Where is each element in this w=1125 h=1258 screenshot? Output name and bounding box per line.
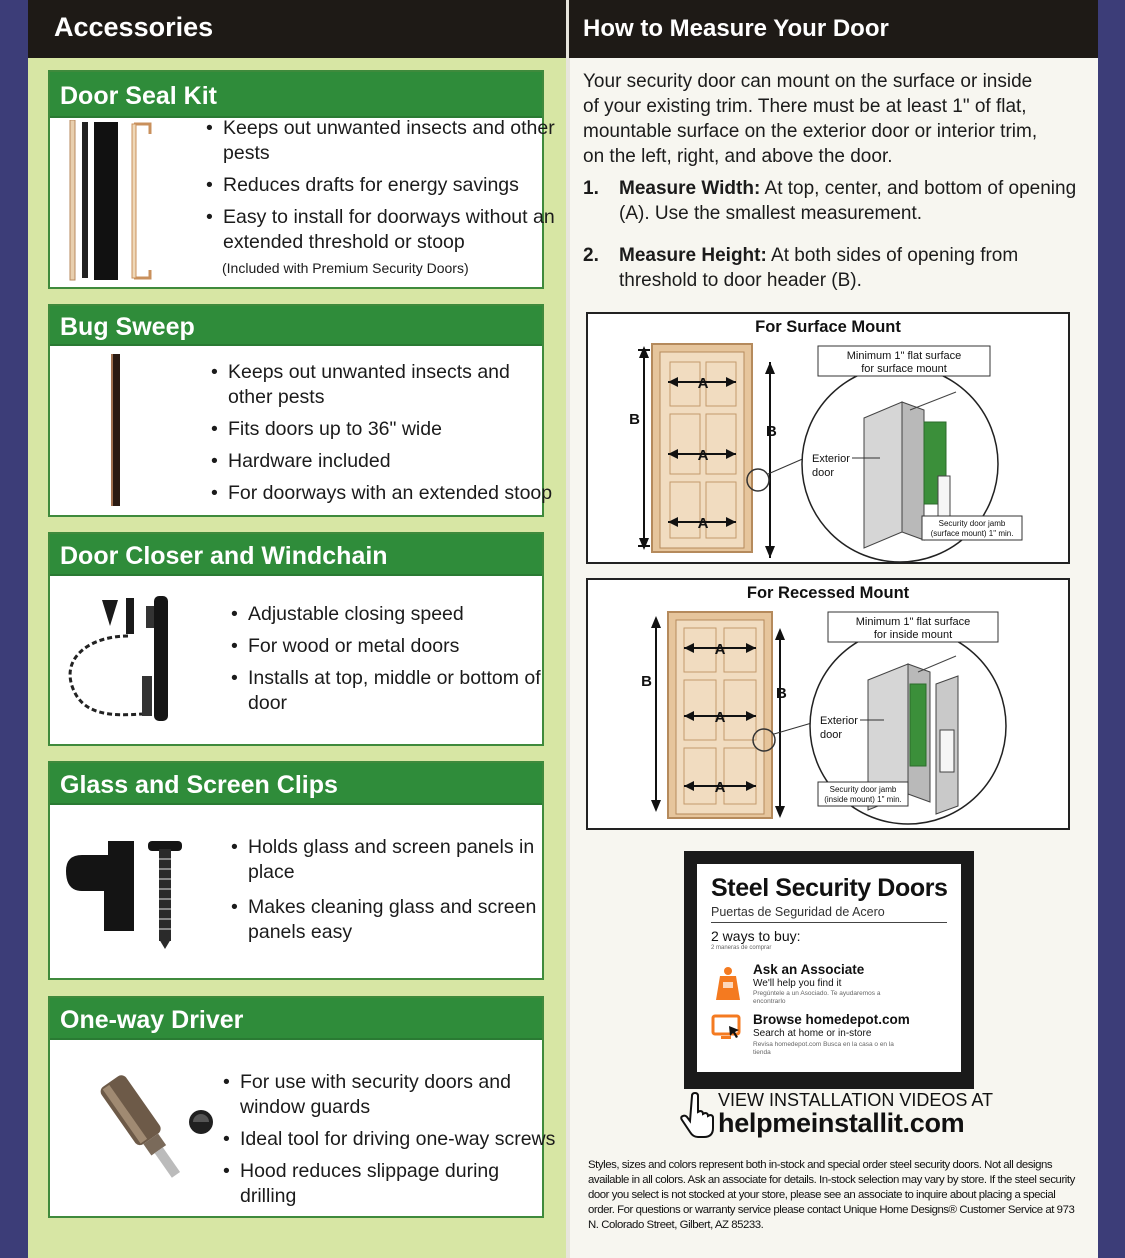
door-seal-kit-card	[48, 70, 555, 289]
card-title: Glass and Screen Clips	[50, 763, 542, 805]
callout-text: Minimum 1" flat surface	[846, 350, 962, 362]
surface-mount-diagram	[586, 312, 1070, 564]
jamb-label: (inside mount) 1" min.	[824, 795, 902, 804]
feature-item: • For use with security doors and window guards	[240, 1070, 558, 1120]
steel-security-doors-sign	[684, 851, 974, 1089]
door-closer-illustration	[62, 596, 192, 726]
step-label: Measure Width:	[619, 178, 761, 199]
glass-screen-clips-card	[48, 761, 544, 980]
height-label: B	[776, 685, 787, 702]
callout-text: for surface mount	[861, 363, 947, 375]
width-label: A	[697, 375, 709, 392]
install-site-link[interactable]: helpmeinstallit.com	[718, 1108, 965, 1138]
ask-associate-sub: We'll help you find it	[753, 978, 842, 989]
card-title: Bug Sweep	[50, 306, 542, 346]
feature-item: • Fits doors up to 36" wide	[228, 417, 558, 442]
height-label: B	[766, 423, 777, 440]
exterior-label: Exterior	[812, 453, 850, 465]
jamb-label: Security door jamb	[938, 519, 1006, 528]
glass-clips-illustration	[64, 839, 204, 949]
included-note: (Included with Premium Security Doors)	[222, 260, 469, 276]
measure-header: How to Measure Your Door	[569, 0, 1098, 58]
one-way-driver-features	[222, 1070, 558, 1216]
divider	[711, 922, 947, 923]
browse-site-sub: Search at home or in-store	[753, 1028, 872, 1039]
feature-item: • Holds glass and screen panels in place	[248, 835, 558, 885]
recessed-mount-drawing	[588, 580, 1068, 828]
height-label: B	[641, 673, 652, 690]
fine-print: Styles, sizes and colors represent both in-stock and special order steel security doors. Not all designs available in all colors. Ask an associate for details. In-stock selection may vary by store. If the steel security door you select is not stocked at your store, please see an associate to inquire about placing a special order. For questions or warranty service please contact Unique Home Designs® Customer Service at 973 N. Colorado Street, Gilbert, AZ 85233.	[588, 1159, 1075, 1231]
height-label: B	[629, 411, 640, 428]
feature-item: • For doorways with an extended stoop	[228, 481, 558, 506]
feature-item: • Hardware included	[228, 449, 558, 474]
card-title: Door Seal Kit	[50, 72, 542, 118]
width-label: A	[714, 641, 726, 658]
door-closer-card	[48, 532, 544, 746]
surface-mount-drawing	[588, 314, 1068, 562]
bug-sweep-features	[210, 360, 558, 513]
door-seal-kit-features	[205, 116, 558, 255]
bug-sweep-illustration	[104, 354, 134, 509]
step-number: 1.	[583, 178, 599, 199]
associate-apron-icon	[713, 966, 743, 1002]
page-fold	[566, 0, 570, 1258]
step-text-block	[619, 243, 1079, 293]
brochure-page	[28, 0, 1098, 1258]
jamb-label: (surface mount) 1" min.	[930, 529, 1014, 538]
sign-title: Steel Security Doors	[711, 874, 948, 902]
door-seal-kit-illustration	[64, 120, 154, 282]
jamb-label: Security door jamb	[829, 785, 897, 794]
sign-panel	[697, 864, 961, 1072]
card-title: Door Closer and Windchain	[50, 534, 542, 576]
feature-item: • Adjustable closing speed	[248, 602, 558, 627]
feature-item: • Reduces drafts for energy savings	[223, 173, 558, 198]
diagram-title: For Recessed Mount	[746, 584, 910, 602]
exterior-label: door	[812, 467, 835, 479]
step-text: At top, center, and bottom of opening (A). Use the smallest measurement.	[619, 178, 1077, 224]
ways-to-buy-es: 2 maneras de comprar	[711, 945, 772, 951]
measure-step-1	[583, 176, 1083, 228]
feature-item: • Keeps out unwanted insects and other pests	[223, 116, 558, 166]
width-label: A	[714, 779, 726, 796]
width-label: A	[714, 709, 726, 726]
exterior-label: door	[820, 729, 843, 741]
card-title: One-way Driver	[50, 998, 542, 1040]
width-label: A	[697, 447, 709, 464]
browse-site-es: Revisa homedepot.com Busca en la casa o en la tienda	[753, 1041, 894, 1056]
feature-item: • Hood reduces slippage during drilling	[240, 1159, 558, 1209]
step-label: Measure Height:	[619, 245, 767, 266]
recessed-mount-diagram	[586, 578, 1070, 830]
feature-item	[223, 205, 558, 255]
exterior-label: Exterior	[820, 715, 858, 727]
diagram-title: For Surface Mount	[755, 318, 901, 336]
accessories-header: Accessories	[28, 0, 566, 58]
width-label: A	[697, 515, 709, 532]
measure-intro: Your security door can mount on the surface or inside of your existing trim. There must be at least 1" of flat, mountable surface on the exterior door or interior trim, on the left, right, and above the door.	[583, 71, 1038, 167]
ways-to-buy: 2 ways to buy:	[711, 928, 801, 944]
feature-item: • Installs at top, middle or bottom of door	[248, 666, 558, 716]
computer-cursor-icon	[711, 1014, 743, 1044]
ask-associate-label: Ask an Associate	[753, 962, 865, 977]
feature-item: • Makes cleaning glass and screen panels easy	[248, 895, 558, 945]
step-text-block	[619, 176, 1079, 226]
door-closer-features	[230, 602, 558, 723]
glass-clips-features	[230, 835, 558, 952]
browse-site-label: Browse homedepot.com	[753, 1012, 910, 1027]
bug-sweep-card	[48, 304, 553, 517]
one-way-driver-card	[48, 996, 556, 1218]
feature-item: • Keeps out unwanted insects and other pests	[228, 360, 558, 410]
callout-text: for inside mount	[873, 629, 953, 641]
step-text: At both sides of opening from threshold to door header (B).	[619, 245, 1019, 291]
one-way-driver-illustration	[94, 1064, 234, 1194]
feature-item: • Ideal tool for driving one-way screws	[240, 1127, 558, 1152]
callout-text: Minimum 1" flat surface	[855, 616, 971, 628]
pointing-hand-icon	[678, 1092, 718, 1138]
sign-subtitle: Puertas de Seguridad de Acero	[711, 905, 885, 919]
feature-text: Easy to install for doorways without an extended threshold or stoop	[223, 206, 555, 253]
step-number: 2.	[583, 245, 599, 266]
measure-step-2	[583, 243, 1083, 295]
ask-associate-es: Pregúntele a un Asociado. Te ayudaremos a encontrarlo	[753, 990, 881, 1005]
install-videos-label: VIEW INSTALLATION VIDEOS AT	[718, 1090, 994, 1110]
feature-item: • For wood or metal doors	[248, 634, 558, 659]
